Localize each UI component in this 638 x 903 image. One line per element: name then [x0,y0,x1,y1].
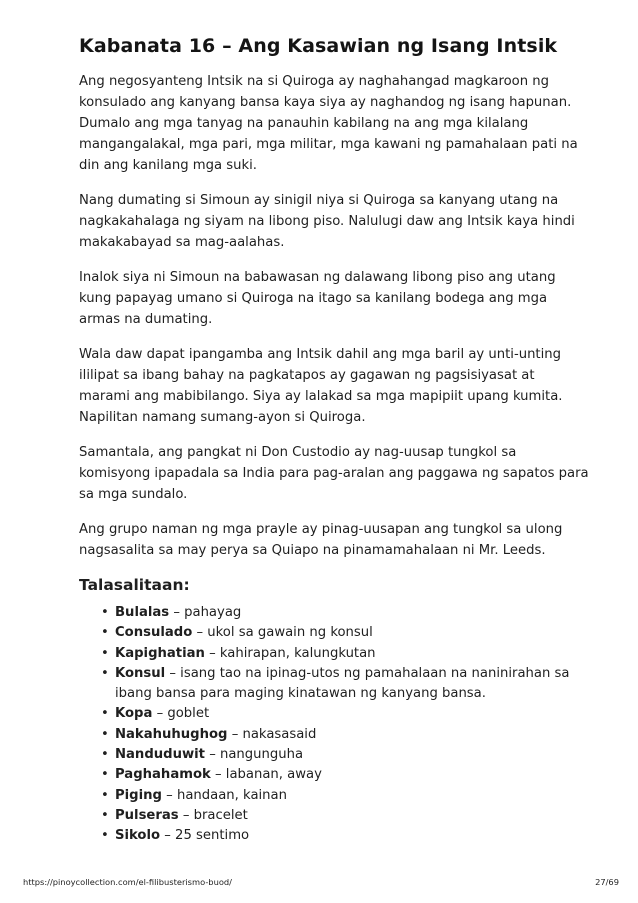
glossary-definition: – handaan, kainan [161,787,287,803]
bullet-icon: • [101,645,109,661]
glossary-definition: – bracelet [178,807,248,823]
glossary-term: Konsul [115,665,166,681]
page-number: 27/69 [595,877,619,887]
glossary-definition: – isang tao na ipinag-utos ng pamahalaan na naninirahan sa ibang bansa para maging kinatawan ng kanyang bansa. [115,665,570,702]
bullet-icon: • [101,605,109,620]
paragraph-1: Ang negosyanteng Intsik na si Quiroga ay naghahangad magkaroon ng konsulado ang kanyang bansa kaya siya ay naghandog ng isang hapunan. Dumalo ang mga tanyag na panauhin kabilang na ang mga kilalang mangangalakal, mga pari, mga militar, mga kawani ng pamahalaan pati na din ang kanilang mga suki. [79,74,578,173]
glossary-item [101,725,589,745]
glossary-item [101,826,589,846]
glossary-item [101,745,589,765]
glossary-heading: Talasalitaan: [79,576,190,594]
paragraph-6: Ang grupo naman ng mga prayle ay pinag-uusapan ang tungkol sa ulong nagsasalita sa may perya sa Quiapo na pinamamahalaan ni Mr. Leeds. [79,522,563,558]
glossary-term: Sikolo [115,828,161,844]
glossary-item [101,623,589,643]
glossary-term: Pulseras [115,807,179,823]
paragraph-3: Inalok siya ni Simoun na babawasan ng dalawang libong piso ang utang kung papayag umano si Quiroga na itago sa kanilang bodega ang mga armas na dumating. [79,270,556,327]
glossary-term: Paghahamok [115,767,211,783]
bullet-icon: • [101,706,109,722]
bullet-icon: • [101,828,109,844]
glossary-item [101,806,589,826]
glossary-definition: – labanan, away [210,767,322,783]
footer-url: https://pinoycollection.com/el-filibusterismo-buod/ [23,877,232,887]
glossary-definition: – goblet [152,706,210,722]
glossary-item [101,644,589,664]
glossary-item [101,603,589,623]
bullet-icon: • [101,807,109,823]
glossary-definition: – nakasasaid [227,726,317,742]
chapter-title: Kabanata 16 – Ang Kasawian ng Isang Intsik [79,35,558,57]
glossary-term: Kopa [115,706,153,722]
glossary-definition: – kahirapan, kalungkutan [204,645,376,661]
bullet-icon: • [101,767,109,783]
glossary-list [79,603,589,847]
glossary-term: Nanduduwit [115,747,205,763]
glossary-item [101,664,589,705]
bullet-icon: • [101,787,109,803]
glossary-item [101,704,589,724]
glossary-definition: – ukol sa gawain ng konsul [192,625,373,641]
paragraph-5: Samantala, ang pangkat ni Don Custodio ay nag-uusap tungkol sa komisyong ipapadala sa India para pag-aralan ang paggawa ng sapatos para sa mga sundalo. [79,445,589,502]
glossary-definition: – nangunguha [205,747,304,763]
bullet-icon: • [101,625,109,641]
glossary-item [101,765,589,785]
page-content [79,34,589,847]
bullet-icon: • [101,747,109,763]
bullet-icon: • [101,665,109,681]
glossary-term: Bulalas [115,605,170,620]
glossary-definition: – pahayag [169,605,242,620]
glossary-definition: – 25 sentimo [160,828,250,844]
glossary-term: Kapighatian [115,645,205,661]
bullet-icon: • [101,726,109,742]
glossary-term: Piging [115,787,162,803]
paragraph-4: Wala daw dapat ipangamba ang Intsik dahil ang mga baril ay unti-unting ililipat sa ibang bahay na pagkatapos ay gagawan ng pagsisiyasat at marami ang mabibilango. Siya ay lalakad sa mga mapipiit upang kumita. Napilitan namang sumang-ayon si Quiroga. [79,347,563,425]
glossary-item [101,786,589,806]
glossary-term: Consulado [115,625,193,641]
paragraph-2: Nang dumating si Simoun ay sinigil niya si Quiroga sa kanyang utang na nagkakahalaga ng siyam na libong piso. Nalulugi daw ang Intsik kaya hindi makakabayad sa mag-aalahas. [79,193,575,250]
glossary-term: Nakahuhughog [115,726,228,742]
